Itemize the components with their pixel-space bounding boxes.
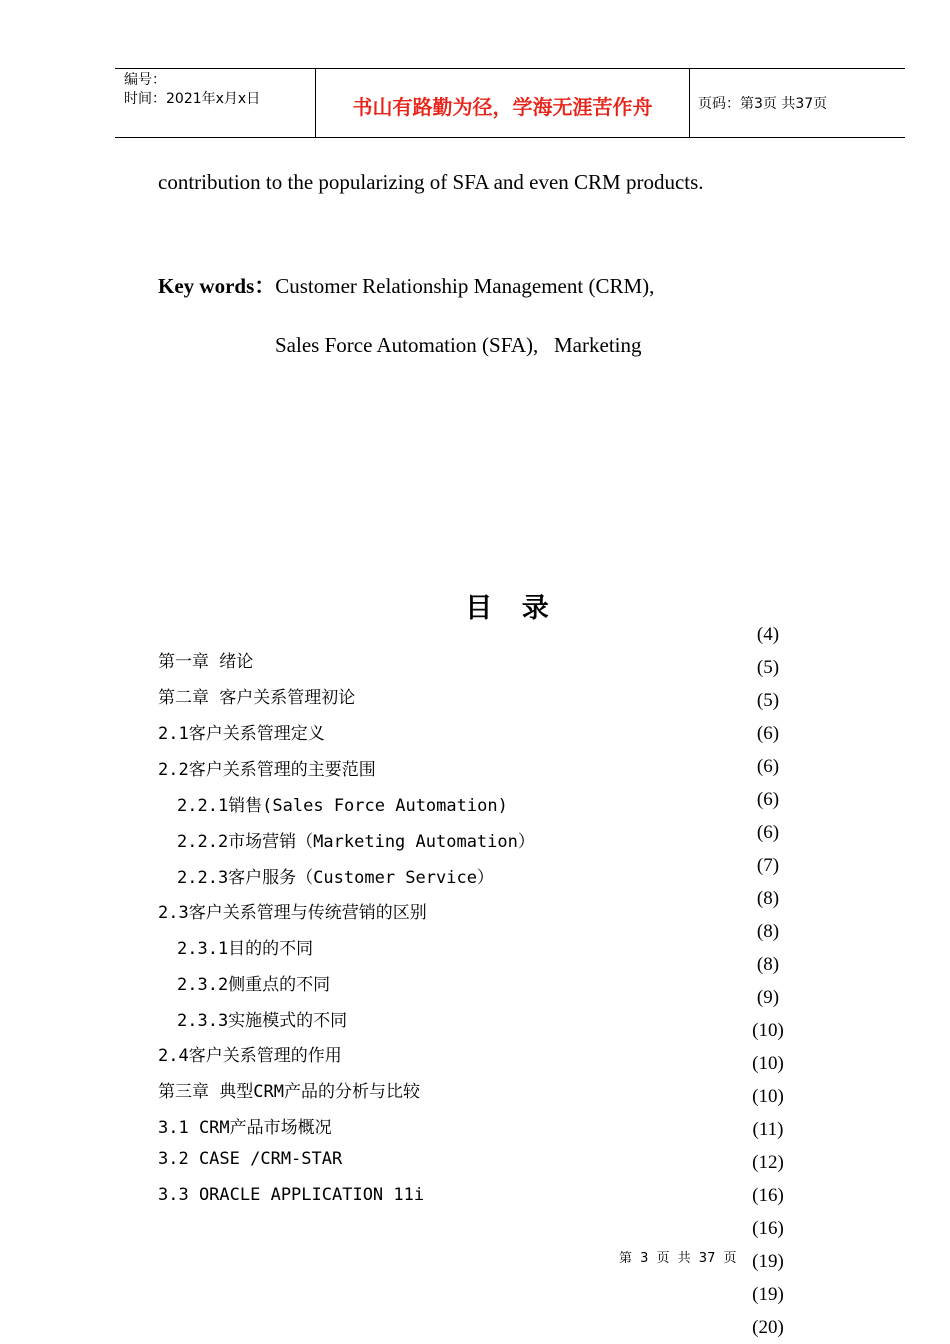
- toc-entry[interactable]: 2.3.3实施模式的不同: [177, 1011, 348, 1031]
- toc-page-number: (6): [756, 789, 780, 810]
- serial-label: 编号：: [124, 72, 166, 88]
- toc-page-number: (4): [756, 624, 780, 645]
- toc-page-number: (19): [752, 1251, 784, 1272]
- toc-page-number: (10): [752, 1020, 784, 1041]
- toc-entry[interactable]: 3.2 CASE /CRM-STAR: [158, 1149, 343, 1169]
- toc-entry[interactable]: 2.3.2侧重点的不同: [177, 975, 331, 995]
- toc-page-number: (6): [756, 756, 780, 777]
- header-page-label: 页码：第3页 共37页: [698, 96, 828, 112]
- time-label: 时间：2021年x月x日: [124, 91, 261, 107]
- toc-title: 目 录: [465, 593, 559, 624]
- toc-entry[interactable]: 2.2.3客户服务（Customer Service）: [177, 868, 494, 888]
- toc-page-number: (8): [756, 954, 780, 975]
- toc-entry[interactable]: 3.3 ORACLE APPLICATION 11i: [158, 1185, 425, 1205]
- toc-page-number: (10): [752, 1086, 784, 1107]
- page-header: [115, 68, 905, 138]
- toc-entry[interactable]: 2.1客户关系管理定义: [158, 724, 325, 744]
- page-footer: 第 3 页 共 37 页: [619, 1251, 737, 1266]
- toc-page-number: (11): [752, 1119, 784, 1140]
- continuation-text: contribution to the popularizing of SFA and even CRM products.: [158, 170, 704, 194]
- toc-page-number: (8): [756, 921, 780, 942]
- toc-page-number: (12): [752, 1152, 784, 1173]
- keywords-label: Key words：: [158, 274, 276, 298]
- toc-page-number: (7): [756, 855, 780, 876]
- toc-page-number: (9): [756, 987, 780, 1008]
- toc-entry[interactable]: 3.1 CRM产品市场概况: [158, 1118, 332, 1138]
- keywords-line-1: [158, 270, 654, 300]
- toc-page-number: (6): [756, 723, 780, 744]
- toc-entry[interactable]: 第一章 绪论: [158, 652, 254, 672]
- toc-page-number: (8): [756, 888, 780, 909]
- toc-entry[interactable]: 2.4客户关系管理的作用: [158, 1046, 342, 1066]
- toc-entry[interactable]: 第二章 客户关系管理初论: [158, 688, 356, 708]
- header-meta: [115, 69, 316, 137]
- toc-entry[interactable]: 2.2.2市场营销（Marketing Automation）: [177, 832, 535, 852]
- keywords-line-2: Sales Force Automation (SFA), Marketing: [275, 333, 642, 357]
- toc-page-number: (10): [752, 1053, 784, 1074]
- keywords-value-1: Customer Relationship Management (CRM),: [275, 274, 655, 298]
- toc-page-number: (16): [752, 1218, 784, 1239]
- header-motto: 书山有路勤为径，学海无涯苦作舟: [316, 69, 690, 137]
- toc-page-number: (6): [756, 822, 780, 843]
- toc-page-number: (19): [752, 1284, 784, 1305]
- toc-entry[interactable]: 2.2.1销售(Sales Force Automation): [177, 796, 508, 816]
- toc-page-number: (20): [752, 1317, 784, 1338]
- toc-entry[interactable]: 2.2客户关系管理的主要范围: [158, 760, 376, 780]
- toc-page-number: (5): [756, 657, 780, 678]
- toc-page-number: (5): [756, 690, 780, 711]
- toc-entry[interactable]: 2.3.1目的的不同: [177, 939, 314, 959]
- toc-entry[interactable]: 2.3客户关系管理与传统营销的区别: [158, 903, 427, 923]
- toc-entry[interactable]: 第三章 典型CRM产品的分析与比较: [158, 1082, 420, 1102]
- toc-page-number: (16): [752, 1185, 784, 1206]
